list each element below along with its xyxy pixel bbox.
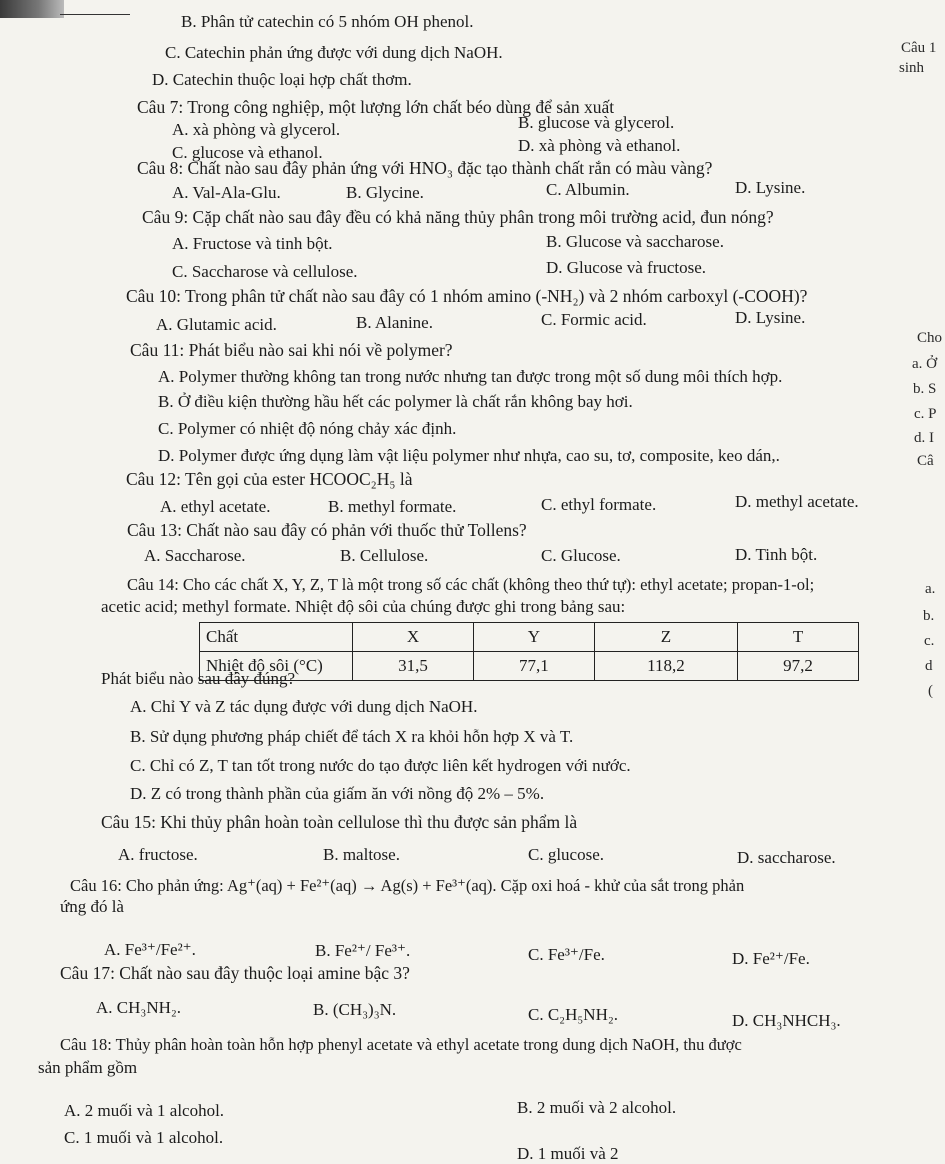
q14-option-b: B. Sử dụng phương pháp chiết để tách X ra khỏi hỗn hợp X và T. [130,727,574,746]
q8-option-b: B. Glycine. [346,183,424,202]
table-cell: Y [473,623,594,652]
q8-option-d: D. Lysine. [735,178,806,197]
q14-ask: Phát biểu nào sau đây đúng? [101,669,296,688]
table-cell: Chất [200,623,353,652]
q14-stem-line1: Câu 14: Cho các chất X, Y, Z, T là một trong số các chất (không theo thứ tự): ethyl acetate; propan-1-ol; [127,575,815,594]
margin-fragment: Câ [917,453,934,469]
margin-fragment: ( [928,683,933,699]
q14-stem-line2: acetic acid; methyl formate. Nhiệt độ sôi của chúng được ghi trong bảng sau: [101,597,626,616]
q15-option-b: B. maltose. [323,845,400,864]
margin-fragment: Cho [917,330,943,346]
margin-fragment: a. Ở [912,356,937,372]
q15-option-d: D. saccharose. [737,848,836,867]
q12-option-b: B. methyl formate. [328,497,457,516]
table-cell: 77,1 [473,652,594,681]
q9-option-d: D. Glucose và fructose. [546,258,707,277]
q17-option-d: D. CH₃NHCH₃. [732,1011,841,1030]
table-cell: 97,2 [738,652,859,681]
q9-option-a: A. Fructose và tinh bột. [172,234,333,253]
table-cell: 31,5 [353,652,474,681]
q7-option-b: B. glucose và glycerol. [518,113,675,132]
q7-option-d: D. xà phòng và ethanol. [518,136,681,155]
q14-option-d: D. Z có trong thành phần của giấm ăn với nồng độ 2% – 5%. [130,784,545,803]
q13-option-b: B. Cellulose. [340,546,429,565]
table-header-row [200,623,859,652]
q11-stem: Câu 11: Phát biểu nào sai khi nói về polymer? [130,340,453,360]
table-cell: T [738,623,859,652]
q15-option-c: C. glucose. [528,845,605,864]
q9-stem: Câu 9: Cặp chất nào sau đây đều có khả năng thủy phân trong môi trường acid, đun nóng? [142,207,774,227]
q16-option-d: D. Fe²⁺/Fe. [732,949,810,968]
table-cell: Nhiệt độ sôi (°C) [200,652,353,681]
q15-option-a: A. fructose. [118,845,198,864]
q18-option-c: C. 1 muối và 1 alcohol. [64,1128,224,1147]
prev-option-d: D. Catechin thuộc loại hợp chất thơm. [152,70,412,89]
q8-option-c: C. Albumin. [546,180,630,199]
margin-fragment: d. I [914,430,934,446]
q10-stem: Câu 10: Trong phân tử chất nào sau đây có 1 nhóm amino (-NH₂) và 2 nhóm carboxyl (-COOH)? [126,286,808,306]
q8-stem: Câu 8: Chất nào sau đây phản ứng với HNO₃ đặc tạo thành chất rắn có màu vàng? [137,158,713,178]
q13-stem: Câu 13: Chất nào sau đây có phản với thuốc thử Tollens? [127,520,527,540]
q17-stem: Câu 17: Chất nào sau đây thuộc loại amine bậc 3? [60,963,410,983]
q14-option-a: A. Chỉ Y và Z tác dụng được với dung dịch NaOH. [130,697,478,716]
margin-fragment: b. [923,608,935,624]
q17-option-c: C. C₂H₅NH₂. [528,1005,619,1024]
margin-fragment: c. [924,633,935,649]
q11-option-a: A. Polymer thường không tan trong nước nhưng tan được trong một số dung môi thích hợp. [158,367,783,386]
q18-option-b: B. 2 muối và 2 alcohol. [517,1098,677,1117]
q12-stem: Câu 12: Tên gọi của ester HCOOC₂H₅ là [126,469,413,489]
q7-option-a: A. xà phòng và glycerol. [172,120,341,139]
q11-option-b: B. Ở điều kiện thường hầu hết các polymer là chất rắn không bay hơi. [158,392,633,411]
q10-option-b: B. Alanine. [356,313,433,332]
q7-stem: Câu 7: Trong công nghiệp, một lượng lớn chất béo dùng để sản xuất [137,97,615,117]
table-cell: 118,2 [594,652,737,681]
q13-option-c: C. Glucose. [541,546,621,565]
prev-option-b: B. Phân tử catechin có 5 nhóm OH phenol. [181,12,474,31]
q12-option-a: A. ethyl acetate. [160,497,271,516]
q16-option-a: A. Fe³⁺/Fe²⁺. [104,940,196,959]
q13-option-a: A. Saccharose. [144,546,246,565]
q9-option-b: B. Glucose và saccharose. [546,232,724,251]
table-row [200,652,859,681]
margin-fragment: d [925,658,933,674]
q11-option-c: C. Polymer có nhiệt độ nóng chảy xác định. [158,419,457,438]
q18-stem-line2: sản phẩm gồm [38,1058,138,1077]
q9-option-c: C. Saccharose và cellulose. [172,262,358,281]
q10-option-a: A. Glutamic acid. [156,315,277,334]
divider [60,14,130,15]
table-cell: X [353,623,474,652]
q18-option-a: A. 2 muối và 1 alcohol. [64,1101,225,1120]
q16-stem-line2: ứng đó là [60,897,124,916]
q16-option-b: B. Fe²⁺/ Fe³⁺. [315,941,411,960]
q18-option-d: D. 1 muối và 2 [517,1144,619,1163]
prev-option-c: C. Catechin phản ứng được với dung dịch NaOH. [165,43,503,62]
cropped-corner-image [0,0,64,18]
q17-option-a: A. CH₃NH₂. [96,998,182,1017]
q12-option-d: D. methyl acetate. [735,492,859,511]
q7-option-c: C. glucose và ethanol. [172,143,323,162]
margin-fragment: sinh [899,60,925,76]
margin-fragment: a. [925,581,936,597]
q12-option-c: C. ethyl formate. [541,495,657,514]
q18-stem-line1: Câu 18: Thủy phân hoàn toàn hỗn hợp phenyl acetate và ethyl acetate trong dung dịch NaOH, thu được [60,1035,742,1054]
q17-option-b: B. (CH₃)₃N. [313,1000,397,1019]
margin-fragment: b. S [913,381,937,397]
boiling-point-table [199,622,859,681]
q11-option-d: D. Polymer được ứng dụng làm vật liệu polymer như nhựa, cao su, tơ, composite, keo dán,. [158,446,780,465]
table-cell: Z [594,623,737,652]
q8-option-a: A. Val-Ala-Glu. [172,183,281,202]
q16-stem-line1: Câu 16: Cho phản ứng: Ag⁺(aq) + Fe²⁺(aq) → Ag(s) + Fe³⁺(aq). Cặp oxi hoá - khử của sắt trong phản [70,876,745,895]
q13-option-d: D. Tinh bột. [735,545,818,564]
q15-stem: Câu 15: Khi thủy phân hoàn toàn cellulose thì thu được sản phẩm là [101,812,578,832]
margin-fragment: Câu 1 [901,40,937,56]
margin-fragment: c. P [914,406,937,422]
q10-option-c: C. Formic acid. [541,310,647,329]
q16-option-c: C. Fe³⁺/Fe. [528,945,605,964]
q10-option-d: D. Lysine. [735,308,806,327]
q14-option-c: C. Chỉ có Z, T tan tốt trong nước do tạo được liên kết hydrogen với nước. [130,756,631,775]
